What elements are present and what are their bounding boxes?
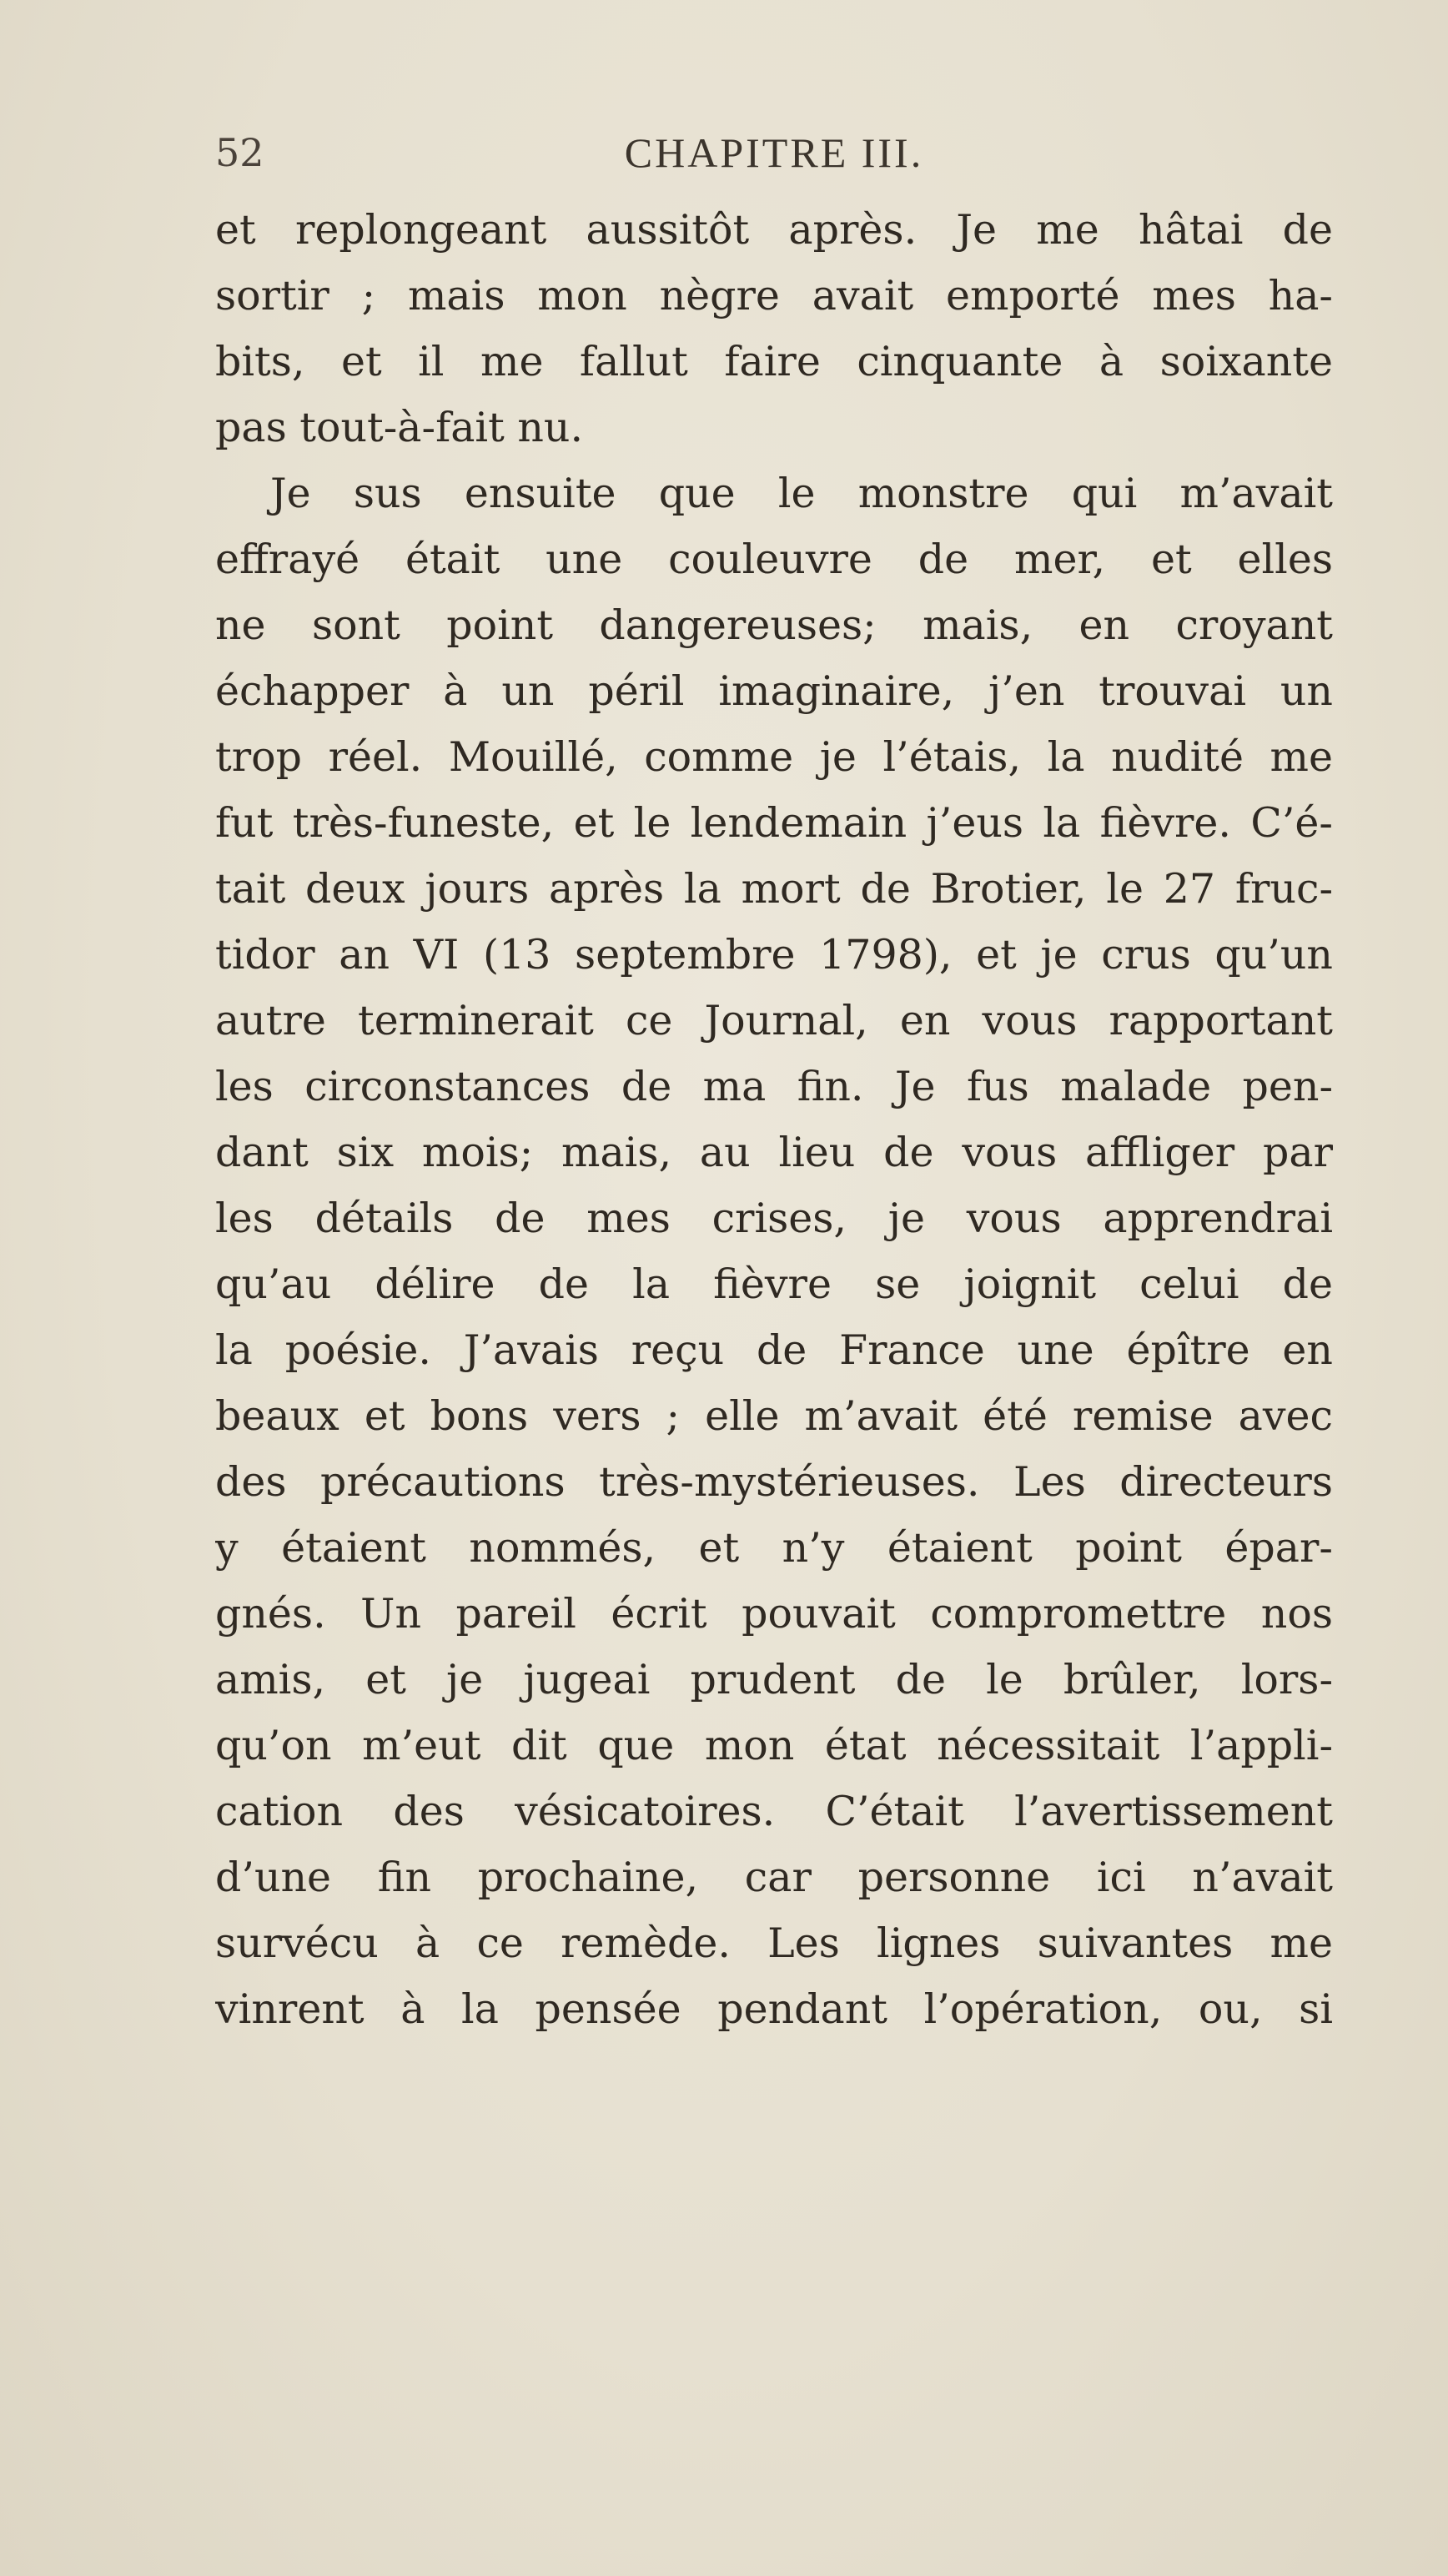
text-line: beaux et bons vers ; elle m’avait été remise avec bbox=[215, 1392, 1333, 1440]
text-line: autre terminerait ce Journal, en vous rapportant bbox=[215, 997, 1333, 1044]
page-number: 52 bbox=[215, 130, 264, 175]
text-line: vinrent à la pensée pendant l’opération, ou, si bbox=[215, 1985, 1333, 2033]
text-line: échapper à un péril imaginaire, j’en trouvai un bbox=[215, 667, 1333, 715]
text-line: pas tout-à-fait nu. bbox=[215, 404, 584, 451]
text-line: d’une fin prochaine, car personne ici n’avait bbox=[215, 1854, 1333, 1901]
text-line: tidor an VI (13 septembre 1798), et je crus qu’un bbox=[215, 931, 1333, 979]
text-line: qu’au délire de la fièvre se joignit celui de bbox=[215, 1260, 1333, 1308]
text-line: cation des vésicatoires. C’était l’avertissement bbox=[215, 1788, 1333, 1835]
text-line: effrayé était une couleuvre de mer, et elles bbox=[215, 536, 1333, 583]
text-line: des précautions très-mystérieuses. Les directeurs bbox=[215, 1458, 1333, 1506]
text-line: y étaient nommés, et n’y étaient point épar- bbox=[215, 1524, 1333, 1572]
text-line: fut très-funeste, et le lendemain j’eus la fièvre. C’é- bbox=[215, 799, 1333, 847]
text-line: les circonstances de ma fin. Je fus malade pen- bbox=[215, 1063, 1333, 1110]
chapter-title: CHAPITRE III. bbox=[624, 129, 924, 176]
text-line: tait deux jours après la mort de Brotier, le 27 fruc- bbox=[215, 865, 1333, 913]
body-text bbox=[215, 197, 1333, 2042]
text-line: qu’on m’eut dit que mon état nécessitait l’appli- bbox=[215, 1722, 1333, 1769]
text-line: survécu à ce remède. Les lignes suivantes me bbox=[215, 1919, 1333, 1967]
text-line: bits, et il me fallut faire cinquante à soixante bbox=[215, 338, 1333, 385]
text-line: ne sont point dangereuses; mais, en croyant bbox=[215, 601, 1333, 649]
text-line: la poésie. J’avais reçu de France une épître en bbox=[215, 1326, 1333, 1374]
text-line: et replongeant aussitôt après. Je me hâtai de bbox=[215, 206, 1333, 254]
text-line: amis, et je jugeai prudent de le brûler, lors- bbox=[215, 1656, 1333, 1703]
text-line: trop réel. Mouillé, comme je l’étais, la nudité me bbox=[215, 733, 1333, 781]
text-line: dant six mois; mais, au lieu de vous affliger par bbox=[215, 1129, 1333, 1176]
text-line: Je sus ensuite que le monstre qui m’avait bbox=[270, 470, 1333, 517]
text-line: gnés. Un pareil écrit pouvait compromettre nos bbox=[215, 1590, 1333, 1638]
text-line: les détails de mes crises, je vous apprendrai bbox=[215, 1195, 1333, 1242]
page-header bbox=[215, 127, 1333, 179]
text-line: sortir ; mais mon nègre avait emporté mes ha- bbox=[215, 272, 1333, 319]
